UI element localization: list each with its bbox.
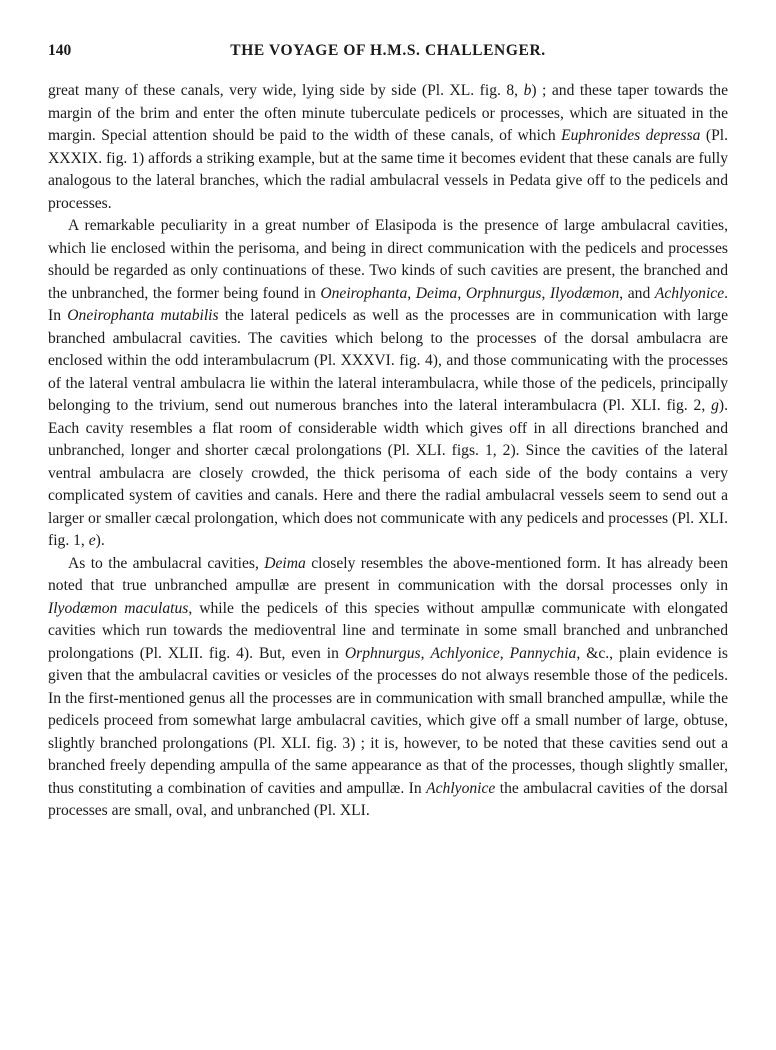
paragraph: great many of these canals, very wide, lying side by side (Pl. XL. fig. 8, b) ; and these taper towards the margin of the brim and enter the often minute tuberculate pedicels or processes, which are situated in the margin. Special attention should be paid to the width of these canals, of which Euphronides depressa (Pl. XXXIX. fig. 1) affords a striking example, but at the same time it becomes evident that these canals are fully analogous to the lateral branches, which the radial ambulacral vessels in Pedata give off to the pedicels and processes. bbox=[48, 82, 728, 212]
paragraph: A remarkable peculiarity in a great number of Elasipoda is the presence of large ambulacral cavities, which lie enclosed within the perisoma, and being in direct communication with the pedicels and processes should be regarded as only continuations of these. Two kinds of such cavities are present, the branched and the unbranched, the former being found in Oneirophanta, Deima, Orphnurgus, Ilyodæmon, and Achlyonice. In Oneirophanta mutabilis the lateral pedicels as well as the processes are in communication with large branched ambulacral cavities. The cavities which belong to the processes of the dorsal ambulacra are enclosed within the odd interambulacrum (Pl. XXXVI. fig. 4), and those communicating with the processes of the lateral ventral ambulacra lie within the lateral interambulacra, while those of the pedicels, principally belonging to the trivium, send out numerous branches into the lateral interambulacra (Pl. XLI. fig. 2, g). Each cavity resembles a flat room of considerable width which gives off in all directions branched and unbranched, longer and shorter cæcal prolongations (Pl. XLI. figs. 1, 2). Since the cavities of the lateral ventral ambulacra are closely crowded, the thick perisoma of each side of the body contains a very complicated system of cavities and canals. Here and there the radial ambulacral vessels seem to send out a larger or smaller cæcal prolongation, which does not communicate with any pedicels and processes (Pl. XLI. fig. 1, e). bbox=[48, 217, 729, 549]
page-header bbox=[48, 42, 728, 64]
page-number: 140 bbox=[48, 42, 72, 59]
paragraph: As to the ambulacral cavities, Deima closely resembles the above-mentioned form. It has already been noted that true unbranched ampullæ are present in communication with the dorsal processes only in Ilyodæmon maculatus, while the pedicels of this species without ampullæ communicate with elongated cavities which run towards the medioventral line and terminate in some small branched and unbranched prolongations (Pl. XLII. fig. 4). But, even in Orphnurgus, Achlyonice, Pannychia, &c., plain evidence is given that the ambulacral cavities or vesicles of the processes do not always resemble those of the pedicels. In the first-mentioned genus all the processes are in communication with small branched ampullæ, while the pedicels proceed from somewhat large ambulacral cavities, which give off a small number of large, obtuse, slightly branched prolongations (Pl. XLI. fig. 3) ; it is, however, to be noted that these cavities send out a branched freely depending ampulla of the same appearance as that of the processes, though slightly smaller, thus constituting a combination of cavities and ampullæ. In Achlyonice the ambulacral cavities of the dorsal processes are small, oval, and unbranched (Pl. XLI. bbox=[48, 554, 729, 819]
body-text bbox=[48, 80, 728, 823]
running-title: THE VOYAGE OF H.M.S. CHALLENGER. bbox=[230, 42, 546, 59]
